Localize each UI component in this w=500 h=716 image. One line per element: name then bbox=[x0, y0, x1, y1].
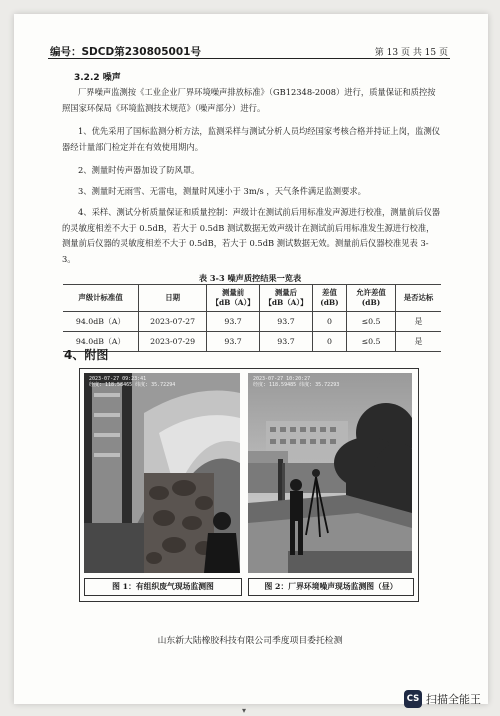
cell-pass: 是 bbox=[396, 312, 441, 332]
scanner-app-label: 扫描全能王 bbox=[426, 693, 481, 706]
photo-timestamp: 2023-07-27 09:23:41 经度: 118.58465 纬度: 35.72294 bbox=[89, 376, 176, 388]
cell-pass: 是 bbox=[396, 332, 441, 352]
chevron-down-icon: ▾ bbox=[242, 706, 247, 715]
section-heading: 3.2.2 噪声 bbox=[74, 73, 121, 83]
photo-exhaust-monitoring bbox=[84, 373, 240, 573]
figure-1-caption: 图 1：有组织废气现场监测图 bbox=[84, 578, 242, 596]
col-header-standard: 声级计标准值 bbox=[63, 285, 139, 312]
cell-diff: 0 bbox=[312, 312, 346, 332]
paragraph-item-4: 4、采样、测试分析质量保证和质量控制：声级计在测试前后用标准发声源进行校准，测量前后仪器的灵敏度相差不大于 0.5dB，若大于 0.5dB 测试数据无效声级计在测试前后用标准发生源进行校准，测量前后仪器的灵敏度相差不大于 0.5dB，若大于 0.5dB 测试数据无效。测量前后仪器校准见表 3-3。 bbox=[62, 207, 441, 264]
figure-2-caption: 图 2：厂界环境噪声现场监测图（昼） bbox=[248, 578, 414, 596]
cell-date: 2023-07-29 bbox=[139, 332, 207, 352]
scanner-app-badge bbox=[404, 690, 481, 708]
paragraph-item-1: 1、优先采用了国标监测分析方法，监测采样与测试分析人员均经国家考核合格并持证上岗，监测仪器经计量部门检定并在有效使用期内。 bbox=[62, 126, 441, 152]
paragraph-intro: 厂界噪声监测按《工业企业厂界环境噪声排放标准》（GB12348-2008）进行，质量保证和质控按照国家环保局《环境监测技术规范》（噪声部分）进行。 bbox=[62, 87, 436, 113]
cell-date: 2023-07-27 bbox=[139, 312, 207, 332]
col-header-pass: 是否达标 bbox=[396, 285, 441, 312]
col-header-diff: 差值 (dB) bbox=[312, 285, 346, 312]
camscanner-icon: CS bbox=[404, 690, 422, 708]
cell-before: 93.7 bbox=[207, 332, 260, 352]
header-divider bbox=[48, 58, 450, 59]
cell-after: 93.7 bbox=[260, 312, 313, 332]
photo-noise-monitoring bbox=[248, 373, 412, 573]
paragraph-item-2: 2、测量时传声器加设了防风罩。 bbox=[78, 165, 200, 175]
table-caption: 表 3-3 噪声质控结果一览表 bbox=[198, 273, 302, 283]
qc-results-table bbox=[63, 284, 441, 352]
col-header-after: 测量后 【dB（A）】 bbox=[260, 285, 313, 312]
photo-timestamp: 2023-07-27 10:20:27 经度: 118.59485 纬度: 35.72293 bbox=[253, 376, 340, 388]
cell-diff: 0 bbox=[312, 332, 346, 352]
figures-heading: 4、附图 bbox=[64, 348, 109, 362]
report-number: 编号：SDCD第230805001号 bbox=[50, 46, 201, 58]
table-row bbox=[63, 332, 441, 352]
page-footer: 山东新大陆橡胶科技有限公司季度项目委托检测 bbox=[157, 636, 343, 646]
cell-allowed: ≤0.5 bbox=[346, 332, 395, 352]
table-row bbox=[63, 312, 441, 332]
cell-before: 93.7 bbox=[207, 312, 260, 332]
cell-after: 93.7 bbox=[260, 332, 313, 352]
cell-standard: 94.0dB（A） bbox=[63, 332, 139, 352]
paragraph-item-3: 3、测量时无雨雪、无雷电，测量时风速小于 3m/s ，天气条件满足监测要求。 bbox=[78, 186, 366, 196]
col-header-allowed: 允许差值 (dB) bbox=[346, 285, 395, 312]
cell-allowed: ≤0.5 bbox=[346, 312, 395, 332]
table-header-row bbox=[63, 285, 441, 312]
col-header-date: 日期 bbox=[139, 285, 207, 312]
col-header-before: 测量前 【dB（A）】 bbox=[207, 285, 260, 312]
cell-standard: 94.0dB（A） bbox=[63, 312, 139, 332]
page-info: 第 13 页 共 15 页 bbox=[374, 48, 448, 58]
